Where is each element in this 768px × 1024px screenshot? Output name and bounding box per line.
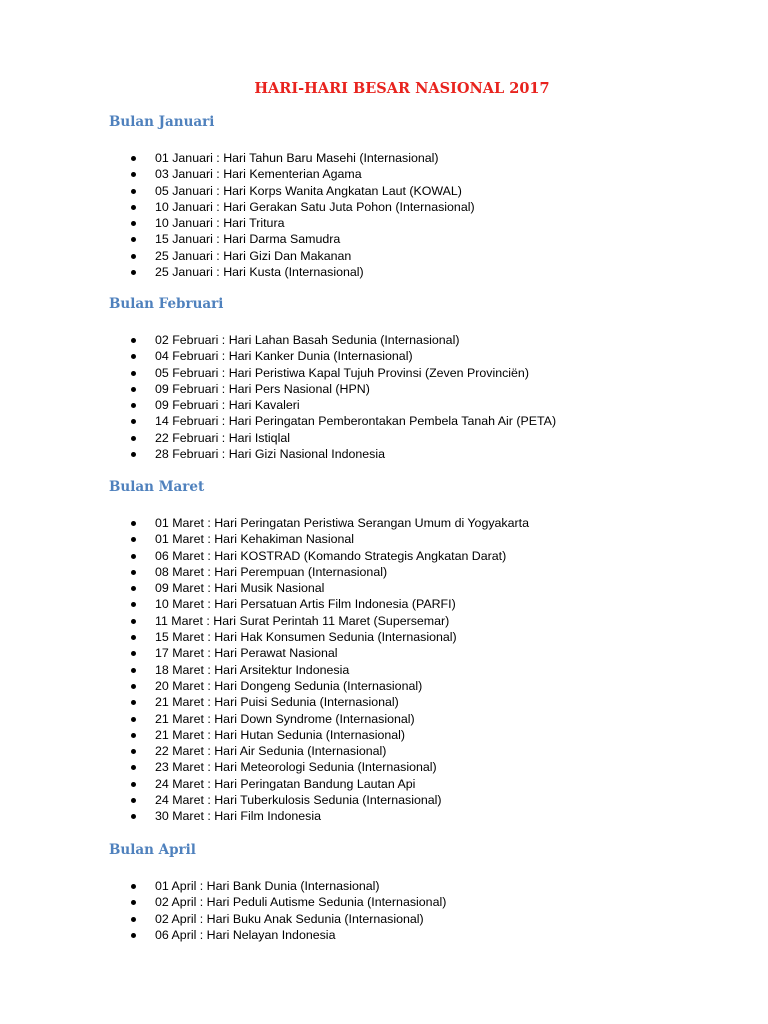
section-heading-april: Bulan April — [109, 842, 196, 858]
list-item — [128, 430, 556, 446]
bullet-icon — [131, 884, 136, 889]
event-list-april — [128, 878, 446, 943]
event-text: 05 Januari : Hari Korps Wanita Angkatan Laut (KOWAL) — [155, 183, 462, 198]
list-item — [128, 548, 529, 564]
bullet-icon — [131, 651, 136, 656]
list-item — [128, 397, 556, 413]
event-text: 21 Maret : Hari Hutan Sedunia (Internasional) — [155, 727, 406, 742]
list-item — [128, 678, 529, 694]
event-text: 18 Maret : Hari Arsitektur Indonesia — [155, 662, 350, 677]
event-text: 09 Februari : Hari Pers Nasional (HPN) — [155, 381, 370, 396]
bullet-icon — [131, 521, 136, 526]
list-item — [128, 150, 475, 166]
list-item — [128, 183, 475, 199]
event-text: 09 Februari : Hari Kavaleri — [155, 398, 300, 413]
event-text: 10 Januari : Hari Tritura — [155, 216, 285, 231]
bullet-icon — [131, 221, 136, 226]
list-item — [128, 166, 475, 182]
event-list-februari — [128, 332, 556, 462]
bullet-icon — [131, 270, 136, 275]
bullet-icon — [131, 900, 136, 905]
event-list-januari — [128, 150, 475, 280]
bullet-icon — [131, 452, 136, 457]
event-text: 02 April : Hari Peduli Autisme Sedunia (Internasional) — [155, 895, 447, 910]
bullet-icon — [131, 156, 136, 161]
event-text: 03 Januari : Hari Kementerian Agama — [155, 167, 362, 182]
event-text: 02 April : Hari Buku Anak Sedunia (Internasional) — [155, 911, 424, 926]
list-item — [128, 776, 529, 792]
event-list-maret — [128, 515, 529, 825]
bullet-icon — [131, 619, 136, 624]
list-item — [128, 927, 446, 943]
list-item — [128, 531, 529, 547]
event-text: 25 Januari : Hari Kusta (Internasional) — [155, 265, 364, 280]
bullet-icon — [131, 254, 136, 259]
event-text: 22 Maret : Hari Air Sedunia (Internasional) — [155, 744, 387, 759]
bullet-icon — [131, 668, 136, 673]
bullet-icon — [131, 338, 136, 343]
event-text: 25 Januari : Hari Gizi Dan Makanan — [155, 248, 352, 263]
bullet-icon — [131, 189, 136, 194]
list-item — [128, 264, 475, 280]
bullet-icon — [131, 798, 136, 803]
event-text: 24 Maret : Hari Tuberkulosis Sedunia (Internasional) — [155, 793, 442, 808]
list-item — [128, 759, 529, 775]
event-text: 04 Februari : Hari Kanker Dunia (Internasional) — [155, 349, 413, 364]
bullet-icon — [131, 205, 136, 210]
section-heading-maret: Bulan Maret — [109, 479, 205, 495]
bullet-icon — [131, 733, 136, 738]
event-text: 08 Maret : Hari Perempuan (Internasional) — [155, 564, 388, 579]
list-item — [128, 596, 529, 612]
bullet-icon — [131, 419, 136, 424]
bullet-icon — [131, 570, 136, 575]
list-item — [128, 215, 475, 231]
event-text: 20 Maret : Hari Dongeng Sedunia (Internasional) — [155, 678, 423, 693]
bullet-icon — [131, 717, 136, 722]
event-text: 15 Maret : Hari Hak Konsumen Sedunia (Internasional) — [155, 630, 457, 645]
bullet-icon — [131, 237, 136, 242]
event-text: 02 Februari : Hari Lahan Basah Sedunia (Internasional) — [155, 333, 460, 347]
section-heading-januari: Bulan Januari — [109, 114, 215, 130]
event-text: 05 Februari : Hari Peristiwa Kapal Tujuh Provinsi (Zeven Provinciën) — [155, 365, 529, 380]
bullet-icon — [131, 537, 136, 542]
bullet-icon — [131, 917, 136, 922]
bullet-icon — [131, 782, 136, 787]
bullet-icon — [131, 554, 136, 559]
list-item — [128, 332, 556, 348]
bullet-icon — [131, 933, 136, 938]
list-item — [128, 808, 529, 824]
event-text: 23 Maret : Hari Meteorologi Sedunia (Internasional) — [155, 760, 437, 775]
event-text: 21 Maret : Hari Down Syndrome (Internasional) — [155, 711, 415, 726]
list-item — [128, 613, 529, 629]
list-item — [128, 446, 556, 462]
event-text: 06 April : Hari Nelayan Indonesia — [155, 927, 336, 942]
list-item — [128, 580, 529, 596]
list-item — [128, 792, 529, 808]
list-item — [128, 515, 529, 531]
section-heading-februari: Bulan Februari — [109, 296, 224, 312]
event-text: 22 Februari : Hari Istiqlal — [155, 430, 290, 445]
bullet-icon — [131, 387, 136, 392]
list-item — [128, 231, 475, 247]
event-text: 24 Maret : Hari Peringatan Bandung Lautan Api — [155, 776, 416, 791]
event-text: 09 Maret : Hari Musik Nasional — [155, 581, 325, 596]
event-text: 30 Maret : Hari Film Indonesia — [155, 809, 321, 824]
bullet-icon — [131, 749, 136, 754]
list-item — [128, 711, 529, 727]
bullet-icon — [131, 700, 136, 705]
list-item — [128, 878, 446, 894]
event-text: 28 Februari : Hari Gizi Nasional Indonesia — [155, 447, 386, 462]
bullet-icon — [131, 403, 136, 408]
event-text: 17 Maret : Hari Perawat Nasional — [155, 646, 338, 661]
list-item — [128, 413, 556, 429]
list-item — [128, 662, 529, 678]
list-item — [128, 365, 556, 381]
list-item — [128, 894, 446, 910]
event-text: 15 Januari : Hari Darma Samudra — [155, 232, 341, 247]
bullet-icon — [131, 814, 136, 819]
list-item — [128, 727, 529, 743]
event-text: 21 Maret : Hari Puisi Sedunia (Internasional) — [155, 695, 399, 710]
bullet-icon — [131, 172, 136, 177]
list-item — [128, 645, 529, 661]
list-item — [128, 564, 529, 580]
event-text: 06 Maret : Hari KOSTRAD (Komando Strategis Angkatan Darat) — [155, 548, 507, 563]
event-text: 01 Maret : Hari Kehakiman Nasional — [155, 532, 355, 547]
list-item — [128, 248, 475, 264]
bullet-icon — [131, 684, 136, 689]
document-title: HARI-HARI BESAR NASIONAL 2017 — [254, 80, 550, 97]
event-text: 11 Maret : Hari Surat Perintah 11 Maret (Supersemar) — [155, 613, 450, 628]
bullet-icon — [131, 371, 136, 376]
list-item — [128, 199, 475, 215]
event-text: 01 Maret : Hari Peringatan Peristiwa Serangan Umum di Yogyakarta — [155, 516, 529, 530]
list-item — [128, 694, 529, 710]
list-item — [128, 911, 446, 927]
event-text: 01 April : Hari Bank Dunia (Internasional) — [155, 879, 380, 893]
bullet-icon — [131, 436, 136, 441]
event-text: 01 Januari : Hari Tahun Baru Masehi (Internasional) — [155, 151, 439, 165]
list-item — [128, 629, 529, 645]
event-text: 10 Maret : Hari Persatuan Artis Film Indonesia (PARFI) — [155, 597, 456, 612]
bullet-icon — [131, 602, 136, 607]
event-text: 14 Februari : Hari Peringatan Pemberontakan Pembela Tanah Air (PETA) — [155, 414, 557, 429]
bullet-icon — [131, 586, 136, 591]
bullet-icon — [131, 354, 136, 359]
list-item — [128, 743, 529, 759]
list-item — [128, 348, 556, 364]
event-text: 10 Januari : Hari Gerakan Satu Juta Pohon (Internasional) — [155, 199, 475, 214]
list-item — [128, 381, 556, 397]
bullet-icon — [131, 765, 136, 770]
bullet-icon — [131, 635, 136, 640]
